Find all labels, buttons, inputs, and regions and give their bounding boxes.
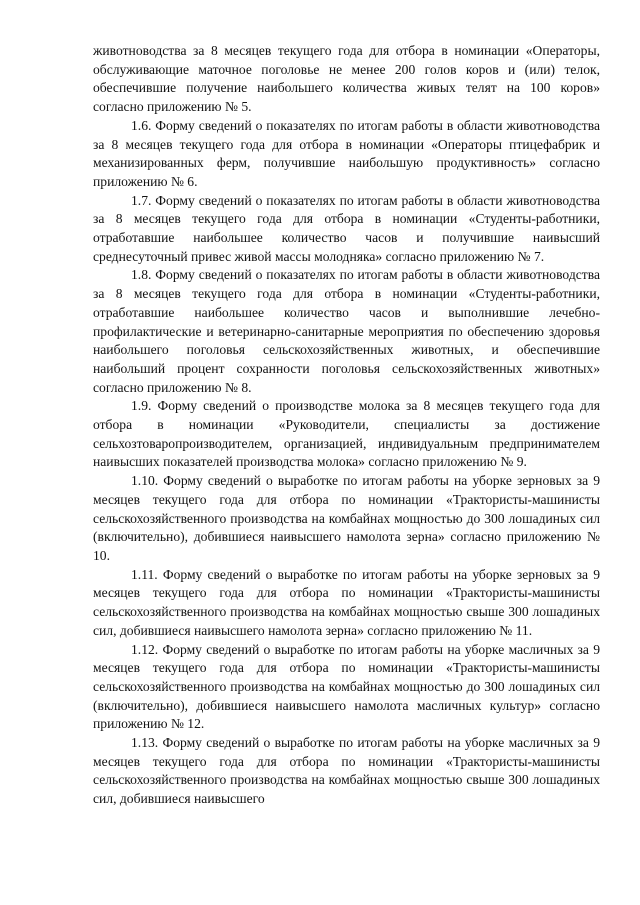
paragraph-1-11: 1.11. Форму сведений о выработке по итогам работы на уборке зерновых за 9 месяцев текущего года для отбора по номинации «Трактористы-машинисты сельскохозяйственного производства на комбайнах мощностью свыше 300 лошадиных сил, добившиеся наивысшего намолота зерна» согласно приложению № 11. (93, 566, 600, 638)
paragraph-1-12: 1.12. Форму сведений о выработке по итогам работы на уборке масличных за 9 месяцев текущего года для отбора по номинации «Трактористы-машинисты сельскохозяйственного производства на комбайнах мощностью до 300 лошадиных сил (включительно), добившиеся наивысшего намолота масличных культур» согласно приложению № 12. (93, 641, 600, 732)
paragraph-1-8: 1.8. Форму сведений о показателях по итогам работы в области животноводства за 8 месяцев текущего года для отбора в номинации «Студенты-работники, отработавшие наибольшее количество часов и выполнившие лечебно-профилактические и ветеринарно-санитарные мероприятия по обеспечению здоровья наибольшего поголовья сельскохозяйственных животных, и обеспечившие наибольший процент сохранности поголовья сельскохозяйственных животных» согласно приложению № 8. (93, 267, 600, 395)
paragraph-continuation: животноводства за 8 месяцев текущего года для отбора в номинации «Операторы, обслуживающие маточное поголовье не менее 200 голов коров и (или) телок, обеспечившие получение наибольшего количества живых телят на 100 коров» согласно приложению № 5. (93, 43, 600, 115)
paragraph-1-7: 1.7. Форму сведений о показателях по итогам работы в области животноводства за 8 месяцев текущего года для отбора в номинации «Студенты-работники, отработавшие наибольшее количество часов и получившие наивысший среднесуточный привес живой массы молодняка» согласно приложению № 7. (93, 192, 600, 264)
paragraph-1-9: 1.9. Форму сведений о производстве молока за 8 месяцев текущего года для отбора в номинации «Руководители, специалисты за достижение сельхозтоваропроизводителем, организацией, индивидуальным предпринимателем наивысших показателей производства молока» согласно приложению № 9. (93, 398, 600, 470)
paragraph-1-6: 1.6. Форму сведений о показателях по итогам работы в области животноводства за 8 месяцев текущего года для отбора в номинации «Операторы птицефабрик и механизированных ферм, получившие наибольшую продуктивность» согласно приложению № 6. (93, 117, 600, 189)
paragraph-1-13: 1.13. Форму сведений о выработке по итогам работы на уборке масличных за 9 месяцев текущего года для отбора по номинации «Трактористы-машинисты сельскохозяйственного производства на комбайнах мощностью свыше 300 лошадиных сил, добившиеся наивысшего (93, 735, 600, 807)
paragraph-1-10: 1.10. Форму сведений о выработке по итогам работы на уборке зерновых за 9 месяцев текущего года для отбора по номинации «Трактористы-машинисты сельскохозяйственного производства на комбайнах мощностью до 300 лошадиных сил (включительно), добившиеся наивысшего намолота зерна» согласно приложению № 10. (93, 473, 600, 563)
